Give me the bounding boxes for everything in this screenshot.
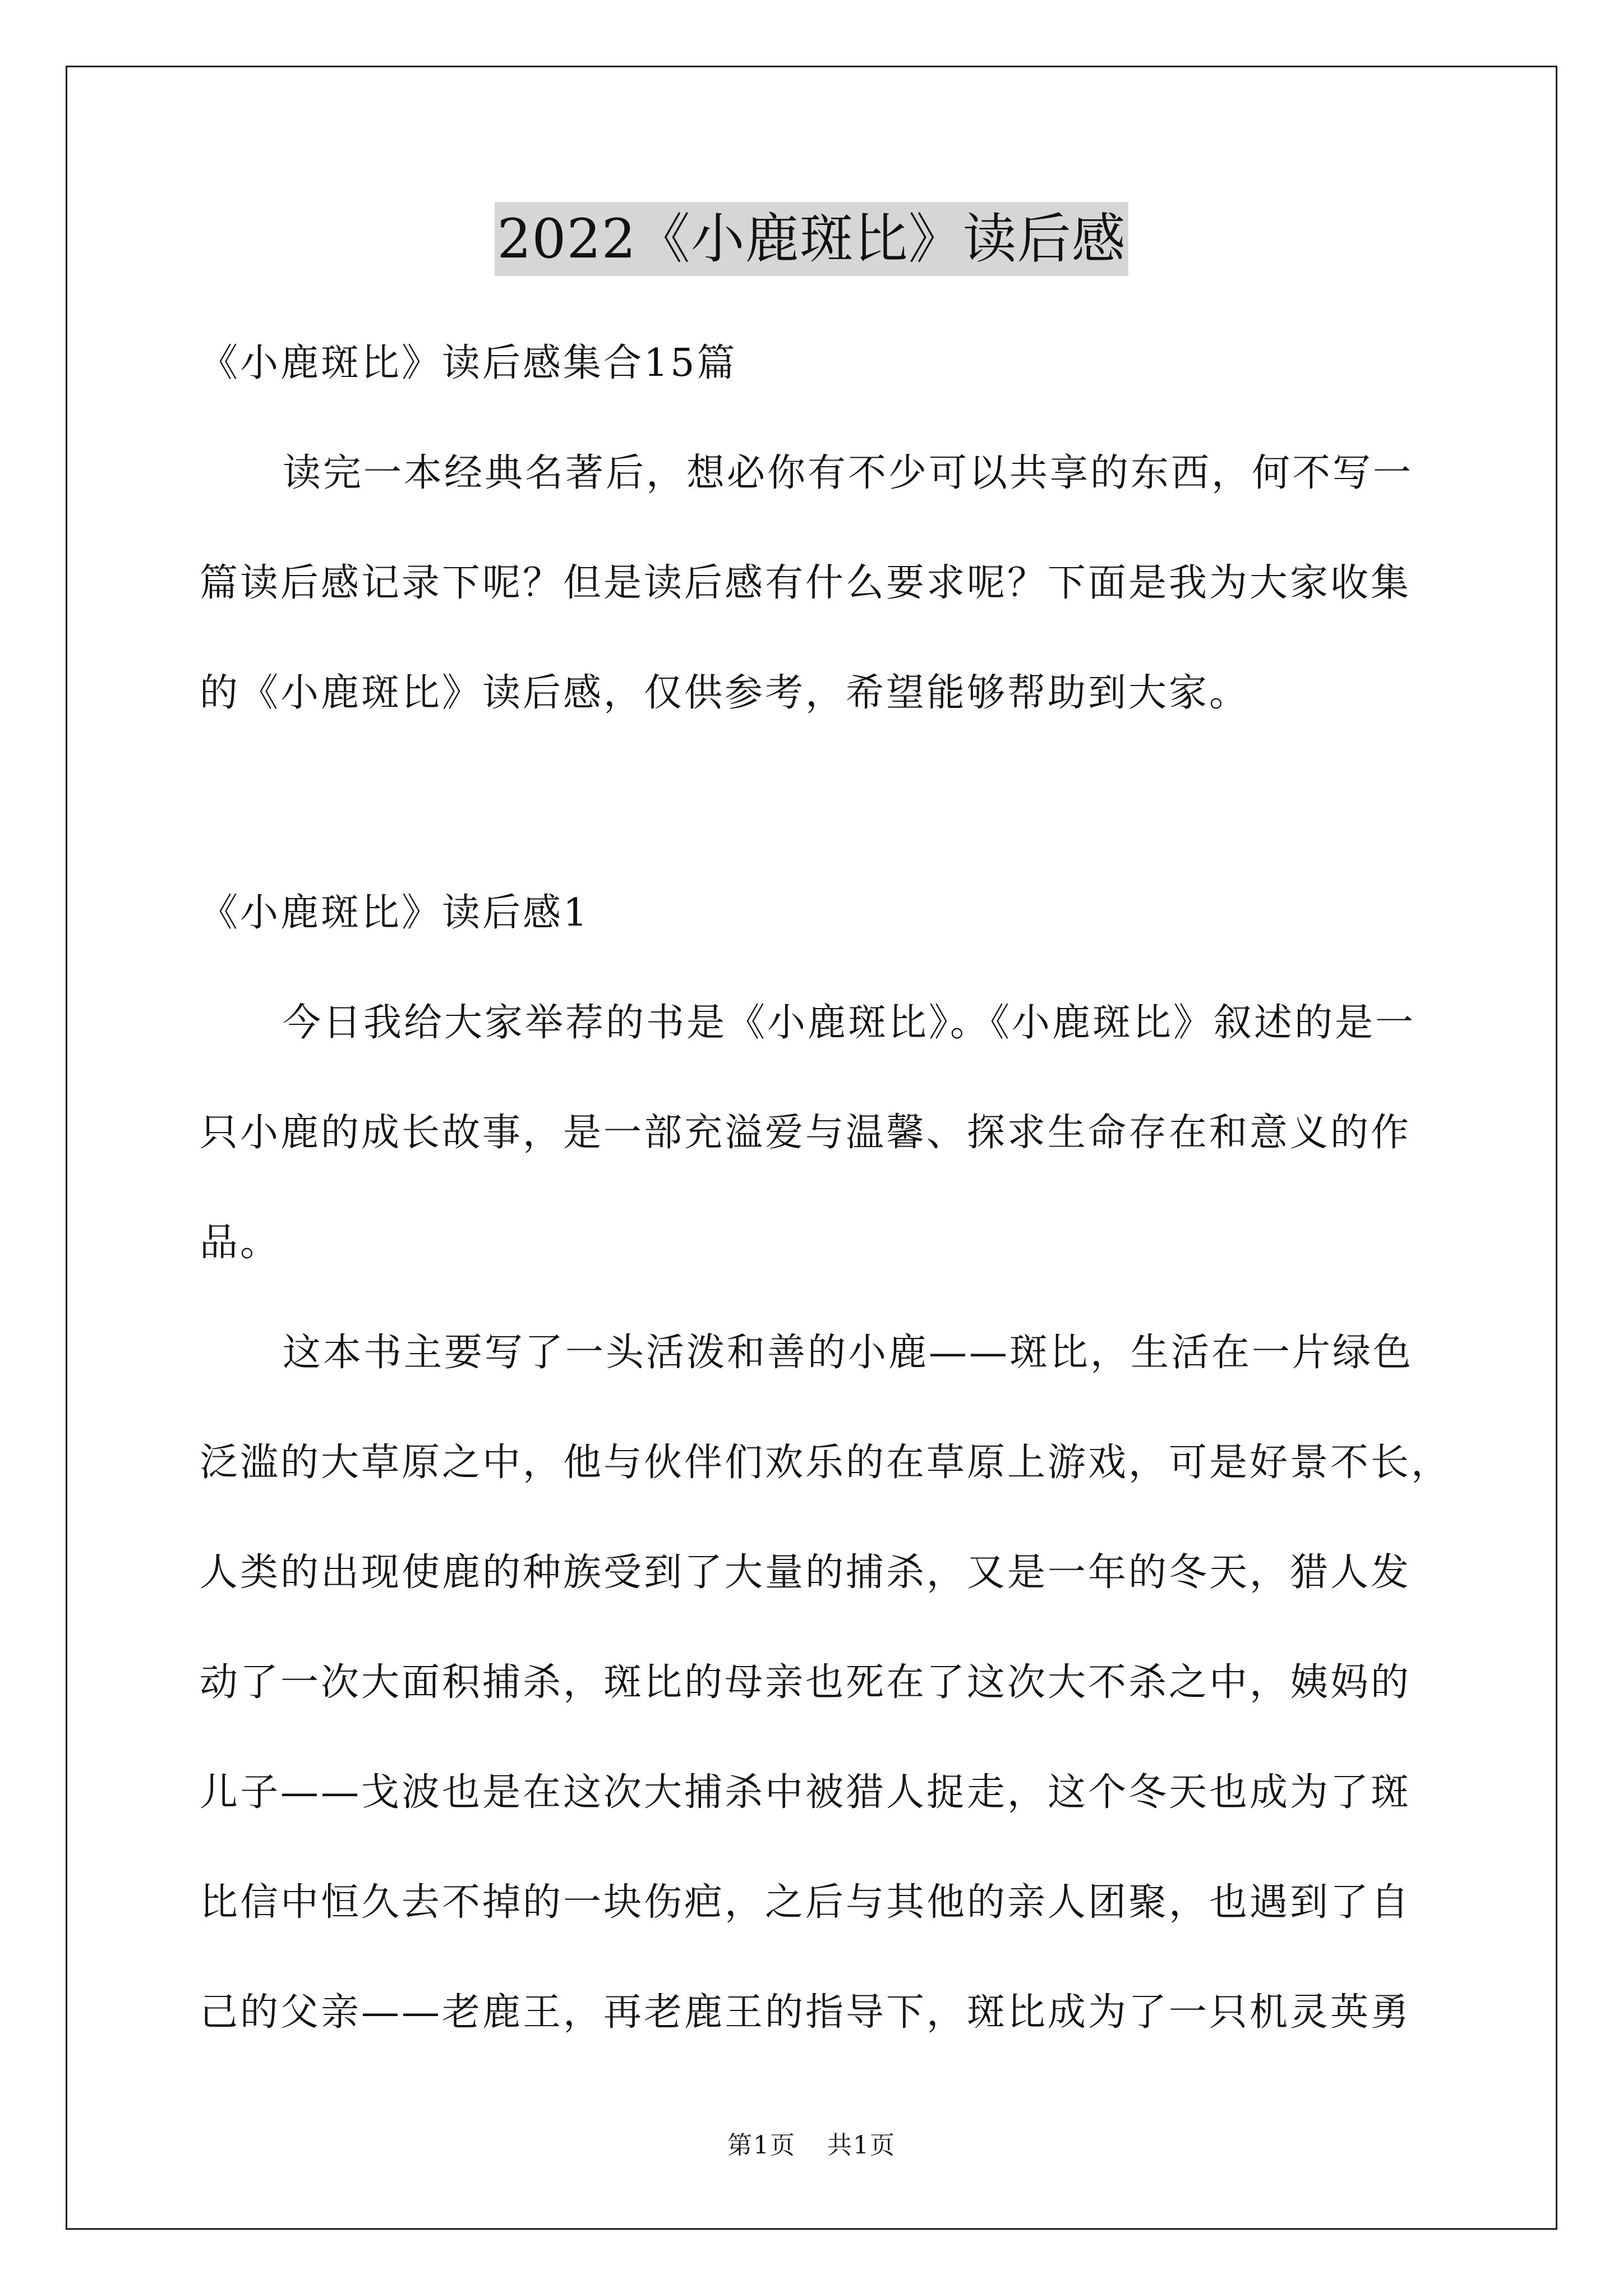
text-line: 的《小鹿斑比》读后感，仅供参考，希望能够帮助到大家。 (200, 671, 1250, 715)
text-line: 篇读后感记录下呢？但是读后感有什么要求呢？下面是我为大家收集 (200, 561, 1412, 605)
text-line: 动了一次大面积捕杀，斑比的母亲也死在了这次大不杀之中，姨妈的 (200, 1660, 1412, 1705)
total-pages: 共1页 (827, 2131, 896, 2160)
page-footer (0, 2129, 1623, 2162)
text-line: 儿子——戈波也是在这次大捕杀中被猎人捉走，这个冬天也成为了斑 (200, 1770, 1412, 1815)
intro-paragraph (200, 418, 1445, 748)
text-line: 泛滥的大草原之中，他与伙伴们欢乐的在草原上游戏，可是好景不长， (200, 1441, 1452, 1485)
text-line: 比信中恒久去不掉的一块伤疤，之后与其他的亲人团聚，也遇到了自 (200, 1880, 1412, 1925)
text-line: 这本书主要写了一头活泼和善的小鹿——斑比，生活在一片绿色 (283, 1331, 1414, 1375)
text-line: 读完一本经典名著后，想必你有不少可以共享的东西，何不写一 (283, 451, 1414, 495)
document-subtitle: 《小鹿斑比》读后感集合15篇 (200, 341, 737, 385)
text-line: 己的父亲——老鹿王，再老鹿王的指导下，斑比成为了一只机灵英勇 (200, 1990, 1412, 2035)
document-body (200, 309, 1452, 2068)
document-title: 2022《小鹿斑比》读后感 (495, 202, 1128, 276)
paragraph-gap (200, 748, 1445, 858)
text-line: 品。 (200, 1221, 281, 1265)
body-paragraph-2 (200, 1298, 1452, 2068)
text-line: 今日我给大家举荐的书是《小鹿斑比》。《小鹿斑比》叙述的是一 (283, 1001, 1416, 1045)
body-paragraph-1 (200, 968, 1445, 1298)
text-line: 只小鹿的成长故事，是一部充溢爱与温馨、探求生命存在和意义的作 (200, 1111, 1412, 1155)
text-line: 人类的出现使鹿的种族受到了大量的捕杀，又是一年的冬天，猎人发 (200, 1550, 1412, 1595)
page-number: 第1页 (727, 2131, 796, 2160)
title-container (0, 202, 1623, 276)
section-heading: 《小鹿斑比》读后感1 (200, 891, 590, 935)
